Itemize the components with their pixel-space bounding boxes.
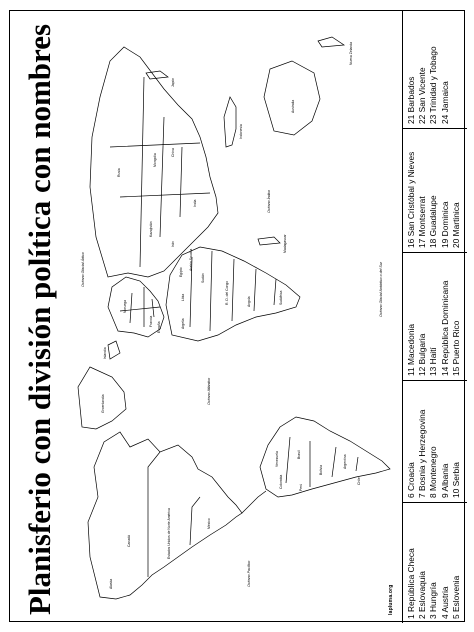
label-colombia: Colombia	[279, 474, 283, 489]
legend-item: 24 Jamaica	[439, 81, 450, 124]
label-indico: Océano Índico	[267, 189, 271, 213]
legend-col-1	[403, 503, 467, 623]
label-bolivia: Bolivia	[319, 465, 323, 475]
label-sudafrica: Sudáfrica	[279, 290, 283, 305]
label-canada: Canadá	[127, 535, 131, 547]
madagascar-outline	[258, 237, 280, 245]
label-japon: Japón	[171, 77, 175, 87]
label-kazajistan: Kazajistán	[149, 221, 153, 237]
legend-col-5	[403, 11, 467, 129]
label-artico: Océano Glacial Ártico	[81, 252, 85, 287]
world-map	[60, 17, 400, 617]
label-angola: Angola	[247, 296, 251, 307]
label-pacifico: Océano Pacífico	[247, 560, 251, 587]
legend-item: 19 Dominica	[439, 201, 450, 248]
label-china: China	[171, 148, 175, 157]
legend-col-3	[403, 253, 467, 381]
legend-item: 21 Barbados	[406, 76, 416, 124]
canada-border	[148, 452, 160, 577]
legend-item: 11 Macedonia	[406, 324, 416, 376]
legend-item: 1 República Checa	[406, 548, 416, 619]
label-sur: Océano Glacial Antártico o del Sur	[379, 262, 383, 317]
world-map-svg	[60, 17, 400, 617]
rotated-content	[10, 11, 466, 623]
label-argentina: Argentina	[343, 454, 347, 469]
label-argelia: Argelia	[181, 318, 185, 329]
label-rusia: Rusia	[117, 168, 121, 177]
legend-item: 13 Haití	[428, 347, 439, 376]
legend-item: 3 Hungría	[428, 582, 439, 619]
legend-item: 20 Martinica	[450, 202, 461, 248]
legend-item: 12 Bulgaria	[417, 333, 428, 376]
page-title: Planisferio con división política con nombres	[22, 23, 57, 615]
label-iran: Irán	[171, 241, 175, 247]
label-espana: España	[157, 321, 161, 333]
label-nueva-zelanda: Nueva Zelanda	[349, 42, 353, 65]
label-alaska: Alaska	[109, 578, 113, 589]
label-libia: Libia	[181, 293, 185, 301]
australia-outline	[264, 61, 320, 135]
label-australia: Australia	[291, 99, 295, 113]
label-atlantico: Océano Atlántico	[207, 377, 211, 405]
label-india: India	[193, 199, 197, 207]
legend-item: 9 Albania	[439, 463, 450, 498]
legend-item: 18 Guadalupe	[428, 195, 439, 248]
map-sheet	[9, 10, 465, 622]
legend-table	[402, 11, 466, 623]
iceland-outline	[108, 341, 120, 359]
indonesia-outline	[224, 97, 236, 147]
legend-item: 14 República Dominicana	[439, 280, 450, 376]
legend-item: 5 Eslovenia	[450, 575, 461, 619]
legend-item: 22 San Vicente	[417, 67, 428, 124]
japan-outline	[146, 71, 168, 79]
site-logo: lapluma.org	[388, 584, 394, 615]
label-francia: Francia	[149, 315, 153, 327]
europe-outline	[108, 277, 164, 337]
africa-borders	[189, 248, 276, 331]
north-america-outline	[88, 432, 242, 599]
new-zealand-outline	[318, 37, 344, 47]
label-mongolia: Mongolia	[153, 153, 157, 167]
label-usa: Estados Unidos de Norte América	[167, 508, 171, 559]
label-brasil: Brasil	[297, 450, 301, 459]
label-venezuela: Venezuela	[275, 451, 279, 467]
legend-item: 4 Austria	[439, 586, 450, 619]
label-congo: R. D. del Congo	[225, 280, 229, 305]
label-indonesia: Indonesia	[239, 124, 243, 139]
legend-item: 10 Serbia	[450, 462, 461, 498]
legend-item: 17 Montserrat	[417, 196, 428, 248]
legend-item: 8 Montenegro	[428, 446, 439, 498]
label-islandia: Islandia	[103, 347, 107, 359]
label-egipto: Egipto	[179, 267, 183, 277]
label-chile: Chile	[357, 477, 361, 485]
label-arabia: Arabia Saudita	[189, 248, 193, 271]
legend-item: 2 Eslovaquia	[417, 571, 428, 619]
legend-item: 6 Croacia	[406, 462, 416, 498]
label-sudan: Sudán	[201, 273, 205, 283]
central-america	[242, 491, 266, 513]
legend-item: 23 Trinidad y Tobago	[428, 46, 439, 124]
asia-borders	[110, 77, 210, 267]
legend-col-4	[403, 129, 467, 253]
legend-col-2	[403, 381, 467, 503]
legend-item: 7 Bosnia y Herzegovina	[417, 409, 428, 498]
mexico-border	[190, 497, 200, 545]
legend-item: 16 San Cristóbal y Nieves	[406, 151, 416, 248]
label-groenlandia: Groenlandia	[101, 394, 105, 413]
label-mexico: México	[207, 518, 211, 529]
label-peru: Perú	[299, 483, 303, 491]
label-noruega: Noruega	[123, 299, 127, 313]
label-madagascar: Madagascar	[283, 234, 287, 253]
legend-item: 15 Puerto Rico	[450, 320, 461, 376]
